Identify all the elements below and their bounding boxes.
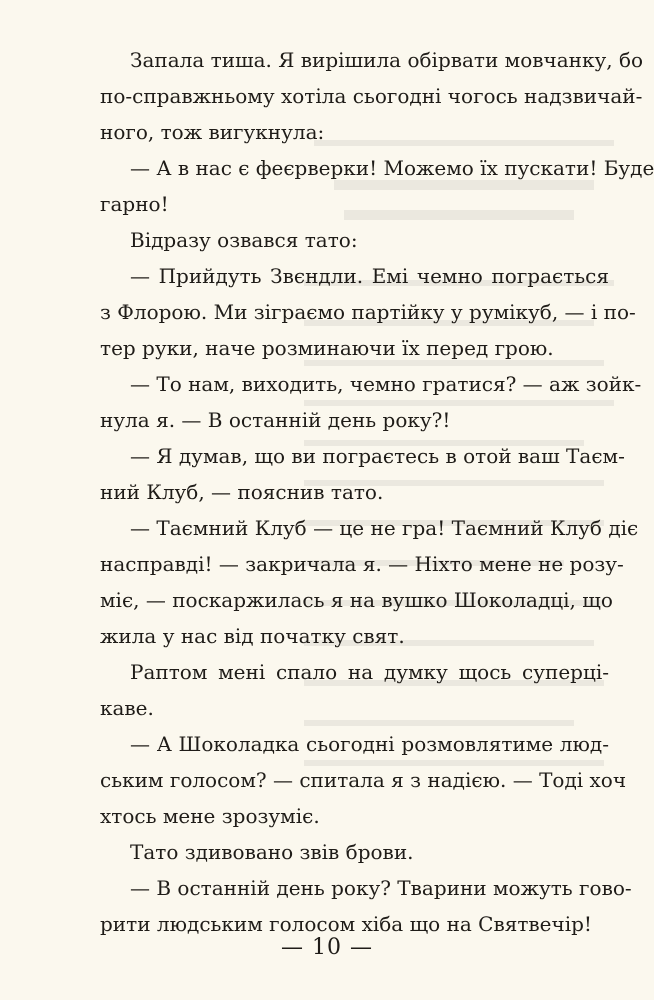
text-line: насправді! — закричала я. — Ніхто мене не розу- (100, 552, 624, 576)
text-line: з Флорою. Ми зіграємо партійку у румікуб, — і по- (100, 300, 636, 324)
text-line: — А Шоколадка сьогодні розмовлятиме люд- (130, 732, 609, 756)
text-line: ний Клуб, — пояснив тато. (100, 480, 384, 504)
text-line: міє, — поскаржилась я на вушко Шоколадці, що (100, 588, 613, 612)
text-line: нула я. — В останній день року?! (100, 408, 451, 432)
text-line: Відразу озвався тато: (130, 228, 358, 252)
text-line: — Таємний Клуб — це не гра! Таємний Клуб діє (130, 516, 639, 540)
text-line: Тато здивовано звів брови. (130, 840, 414, 864)
text-line: Запала тиша. Я вирішила обірвати мовчанку, бо (130, 48, 644, 72)
text-line: хтось мене зрозуміє. (100, 804, 320, 828)
text-line: тер руки, наче розминаючи їх перед грою. (100, 336, 554, 360)
text-line: ським голосом? — спитала я з надією. — Тоді хоч (100, 768, 627, 792)
text-line: по-справжньому хотіла сьогодні чогось надзвичай- (100, 84, 643, 108)
text-line: гарно! (100, 192, 169, 216)
text-line: рити людським голосом хіба що на Святвечір! (100, 912, 592, 936)
text-line: жила у нас від початку свят. (100, 624, 405, 648)
text-line: — Прийдуть Звєндли. Емі чемно пограється (130, 264, 609, 288)
page-number: — 10 — (281, 935, 373, 960)
text-line: Раптом мені спало на думку щось суперці- (130, 660, 609, 684)
text-line: каве. (100, 696, 154, 720)
text-line: — Я думав, що ви пограєтесь в отой ваш Таєм- (130, 444, 625, 468)
text-line: — В останній день року? Тварини можуть гово- (130, 876, 632, 900)
text-line: — То нам, виходить, чемно гратися? — аж зойк- (130, 372, 642, 396)
text-line: — А в нас є феєрверки! Можемо їх пускати! Буде (130, 156, 654, 180)
text-line: ного, тож вигукнула: (100, 120, 325, 144)
